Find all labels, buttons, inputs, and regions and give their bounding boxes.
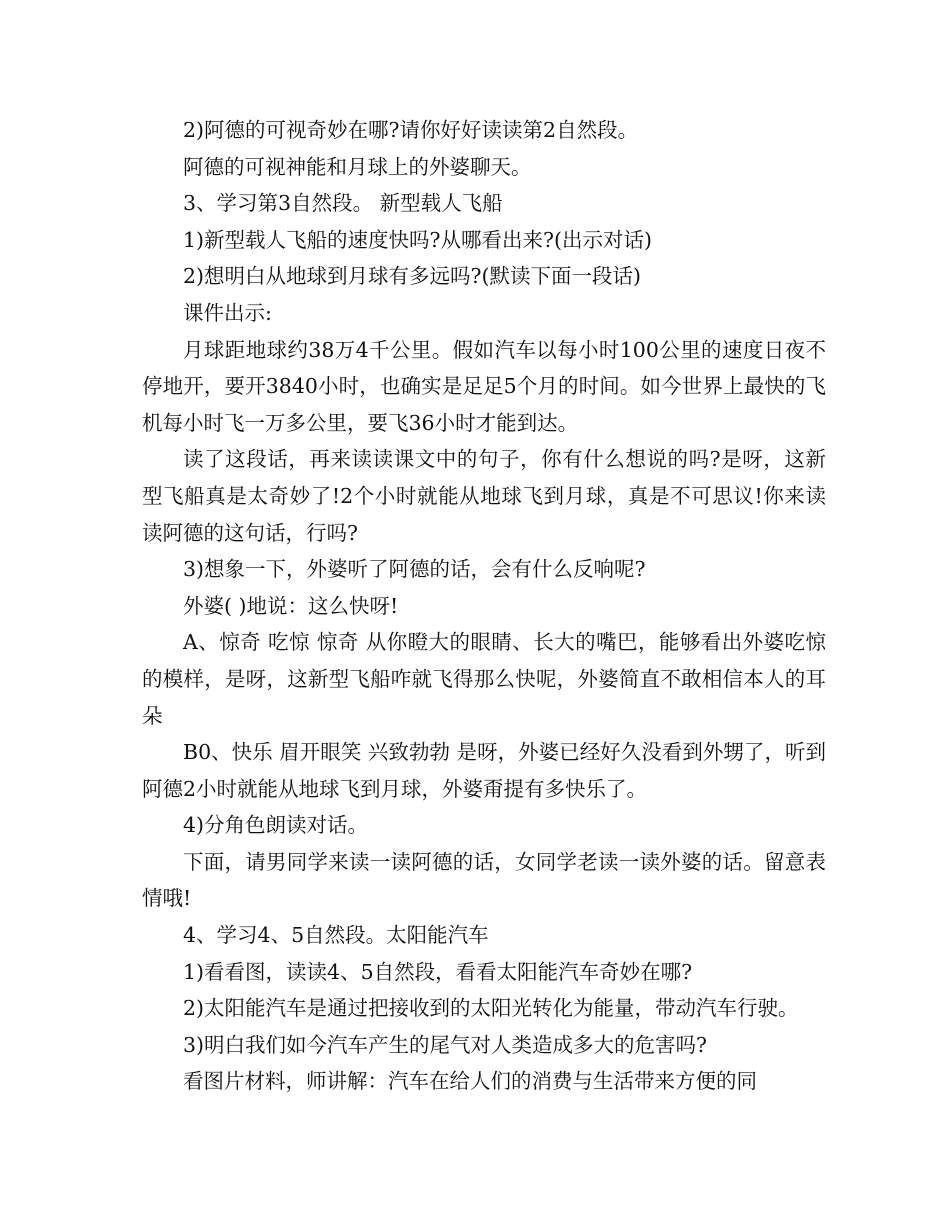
- paragraph-1: 2)阿德的可视奇妙在哪?请你好好读读第2自然段。: [183, 118, 639, 142]
- paragraph-19: 看图片材料，师讲解：汽车在给人们的消费与生活带来方便的同: [183, 1069, 757, 1094]
- paragraph-8: 读了这段话，再来读读课文中的句子，你有什么想说的吗?是呀，这新型飞船真是太奇妙了!2个小时就能从地球飞到月球，真是不可思议!你来读读阿德的这句话，行吗?: [142, 447, 826, 545]
- paragraph-16: 1)看看图，读读4、5自然段，看看太阳能汽车奇妙在哪?: [183, 959, 693, 984]
- paragraph-18: 3)明白我们如今汽车产生的尾气对人类造成多大的危害吗?: [183, 1032, 708, 1057]
- paragraph-5: 2)想明白从地球到月球有多远吗?(默读下面一段话): [183, 264, 642, 289]
- paragraph-11: A、惊奇 吃惊 惊奇 从你瞪大的眼睛、长大的嘴巴，能够看出外婆吃惊的模样，是呀，这新型飞船咋就飞得那么快呢，外婆简直不敢相信本人的耳朵: [142, 630, 826, 728]
- paragraph-6: 课件出示:: [183, 300, 272, 325]
- paragraph-12: B0、快乐 眉开眼笑 兴致勃勃 是呀，外婆已经好久没看到外甥了，听到阿德2小时就能从地球飞到月球，外婆甭提有多快乐了。: [142, 740, 826, 801]
- paragraph-7: 月球距地球约38万4千公里。假如汽车以每小时100公里的速度日夜不停地开，要开3840小时，也确实是足足5个月的时间。如今世界上最快的飞机每小时飞一万多公里，要飞36小时才能到达。: [142, 337, 826, 435]
- paragraph-14: 下面，请男同学来读一读阿德的话，女同学老读一读外婆的话。留意表情哦!: [142, 849, 826, 911]
- paragraph-10: 外婆( )地说：这么快呀!: [183, 593, 399, 618]
- paragraph-13: 4)分角色朗读对话。: [183, 813, 369, 838]
- paragraph-3: 3、学习第3自然段。 新型载人飞船: [183, 191, 503, 216]
- document-body: [142, 112, 826, 1100]
- paragraph-9: 3)想象一下，外婆听了阿德的话，会有什么反响呢?: [183, 557, 646, 582]
- paragraph-17: 2)太阳能汽车是通过把接收到的太阳光转化为能量，带动汽车行驶。: [183, 996, 799, 1021]
- paragraph-4: 1)新型载人飞船的速度快吗?从哪看出来?(出示对话): [183, 227, 653, 252]
- paragraph-2: 阿德的可视神能和月球上的外婆聊天。: [183, 154, 532, 179]
- paragraph-15: 4、学习4、5自然段。太阳能汽车: [183, 923, 489, 948]
